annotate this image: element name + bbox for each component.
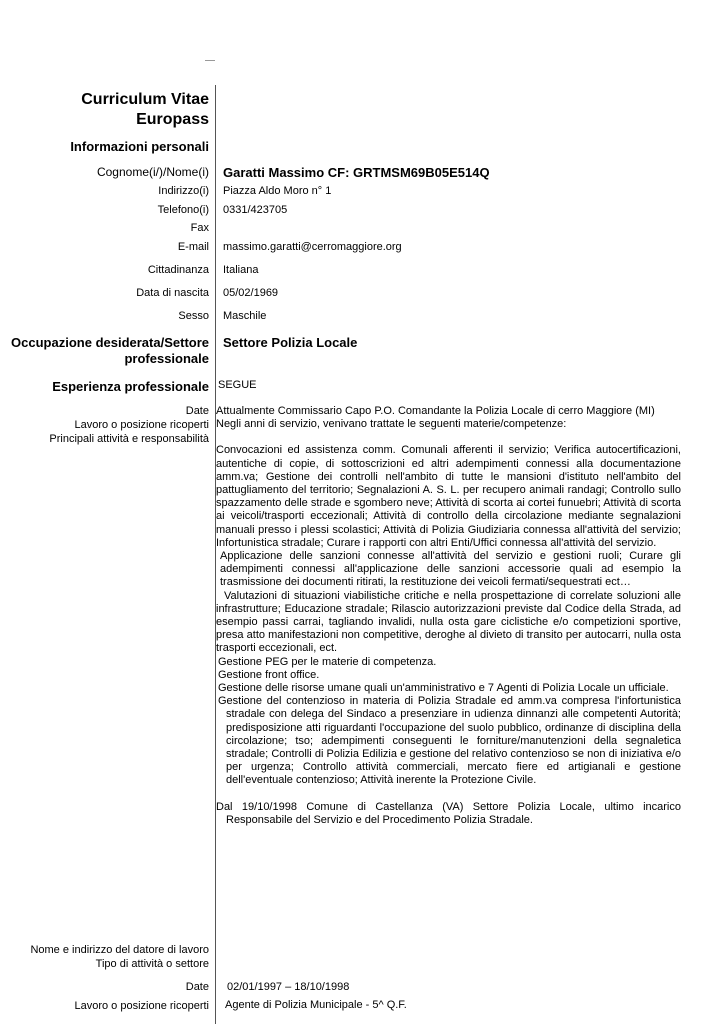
name-value: Garatti Massimo CF: GRTMSM69B05E514Q	[223, 165, 490, 180]
sector-label: Tipo di attività o settore	[95, 958, 209, 970]
birth-label: Data di nascita	[136, 287, 209, 299]
citizenship-label: Cittadinanza	[147, 264, 209, 276]
cv-title-line1: Curriculum Vitae	[81, 91, 209, 108]
competences-paragraph-6: Gestione delle risorse umane quali un'amministrativo e 7 Agenti di Polizia Locale un ufficiale.	[218, 682, 669, 695]
current-role-line: Attualmente Commissario Capo P.O. Comandante la Polizia Locale di cerro Maggiore (MI)	[216, 405, 655, 417]
address-label: Indirizzo(i)	[158, 185, 209, 197]
competences-paragraph-5: Gestione front office.	[218, 668, 320, 681]
name-label: Cognome(i/)/Nome(i)	[96, 165, 209, 179]
employer-label: Nome e indirizzo del datore di lavoro	[30, 944, 209, 956]
experience-heading: Esperienza professionale	[52, 379, 209, 394]
date2-value: 02/01/1997 – 18/10/1998	[227, 981, 350, 993]
competences-paragraph-4: Gestione PEG per le materie di competenza.	[218, 655, 437, 668]
competences-paragraph-7: Gestione del contenzioso in materia di Polizia Stradale ed amm.va compresa l'infortunistica stradale con delega del Sindaco a presenziare in udienza dinnanzi alle competenti Autorità; predisposizione atti riguardanti l'occupazione del suolo pubblico, ordinanze di disciplina della circolazione; tso; adempimenti conseguenti le forniture/manutenzioni della segnaletica stradale; Controlli di Polizia Edilizia e gestione del relativo contenzioso se non di iniziativa e/o per urgenza; Controllo attività commerciali, mercato fiere ed artigianali e gestione dell'eventuale contenzioso; Attività inerente la Protezione Civile.	[218, 695, 681, 787]
position-label: Lavoro o posizione ricoperti	[74, 419, 209, 431]
activities-label: Principali attività e responsabilità	[49, 433, 209, 445]
competences-intro: Negli anni di servizio, venivano trattate le seguenti materie/competenze:	[216, 418, 567, 431]
personal-heading: Informazioni personali	[70, 139, 209, 154]
position2-label: Lavoro o posizione ricoperti	[74, 1000, 209, 1012]
position2-value: Agente di Polizia Municipale - 5^ Q.F.	[225, 999, 407, 1011]
competences-paragraph-3: Valutazioni di situazioni viabilistiche critiche e nella prospettazione di correlate soluzioni alle infrastrutture; Educazione stradale; Rilascio autorizzazioni previste dal Codice della Strada, ad esempio passi carrai, tagliando invalidi, nulla osta gare ciclistiche e/o competizioni sportive, presa atto manifestazioni non competitive, deroghe al divieto di transito per autocarri, nulla osta trasporti eccezionali, ect.	[216, 589, 681, 655]
occupation-label-line2: professionale	[124, 351, 209, 366]
cv-title-line2: Europass	[136, 111, 209, 128]
top-mark	[205, 60, 215, 61]
sex-value: Maschile	[223, 310, 267, 322]
phone-label: Telefono(i)	[157, 204, 209, 216]
date-label: Date	[185, 405, 209, 417]
birth-value: 05/02/1969	[223, 287, 279, 299]
occupation-value: Settore Polizia Locale	[223, 335, 358, 350]
email-label: E-mail	[177, 241, 209, 253]
sex-label: Sesso	[178, 310, 209, 322]
segue-text: SEGUE	[218, 379, 257, 391]
address-value: Piazza Aldo Moro n° 1	[223, 185, 332, 197]
citizenship-value: Italiana	[223, 264, 259, 276]
experience-body	[216, 405, 681, 827]
previous-employment: Dal 19/10/1998 Comune di Castellanza (VA) Settore Polizia Locale, ultimo incarico Responsabile del Servizio e del Procedimento Polizia Stradale.	[216, 800, 681, 826]
fax-label: Fax	[190, 222, 209, 234]
email-value[interactable]: massimo.garatti@cerromaggiore.org	[223, 241, 402, 253]
occupation-label-line1: Occupazione desiderata/Settore	[11, 335, 209, 350]
competences-paragraph-2: Applicazione delle sanzioni connesse all'attività del servizio e gestioni ruoli; Curare gli adempimenti connessi all'applicazione delle sanzioni accessorie quali ad esempio la trasmissione dei documenti ritirati, la restituzione dei veicoli fermati/sequestrati ect…	[220, 550, 681, 589]
date2-label: Date	[185, 981, 209, 993]
phone-value: 0331/423705	[223, 204, 288, 216]
competences-paragraph-1: Convocazioni ed assistenza comm. Comunali afferenti il servizio; Verifica autocertificazioni, autentiche di copie, di sottoscrizioni ed altri adempimenti connessi alla documentazione amm.va; Gestione dei controlli nell'ambito di tutte le mansioni d'istituto nell'ambito del pattugliamento del territorio; Segnalazioni A. S. L. per recupero animali randagi; Controllo sullo spazzamento delle strade e sgombero neve; Attività di scorta ai cortei funuebri; Attività di scorta ai veicoli/trasporti eccezionali; Attività di controllo della circolazione mediante segnalazioni manuali presso i plessi scolastici; Attività di Polizia Giudiziaria connessa all'attività del servizio; Infortunistica stradale; Curare i rapporti con altri Enti/Uffici connessa all'attività del servizio.	[216, 444, 681, 549]
